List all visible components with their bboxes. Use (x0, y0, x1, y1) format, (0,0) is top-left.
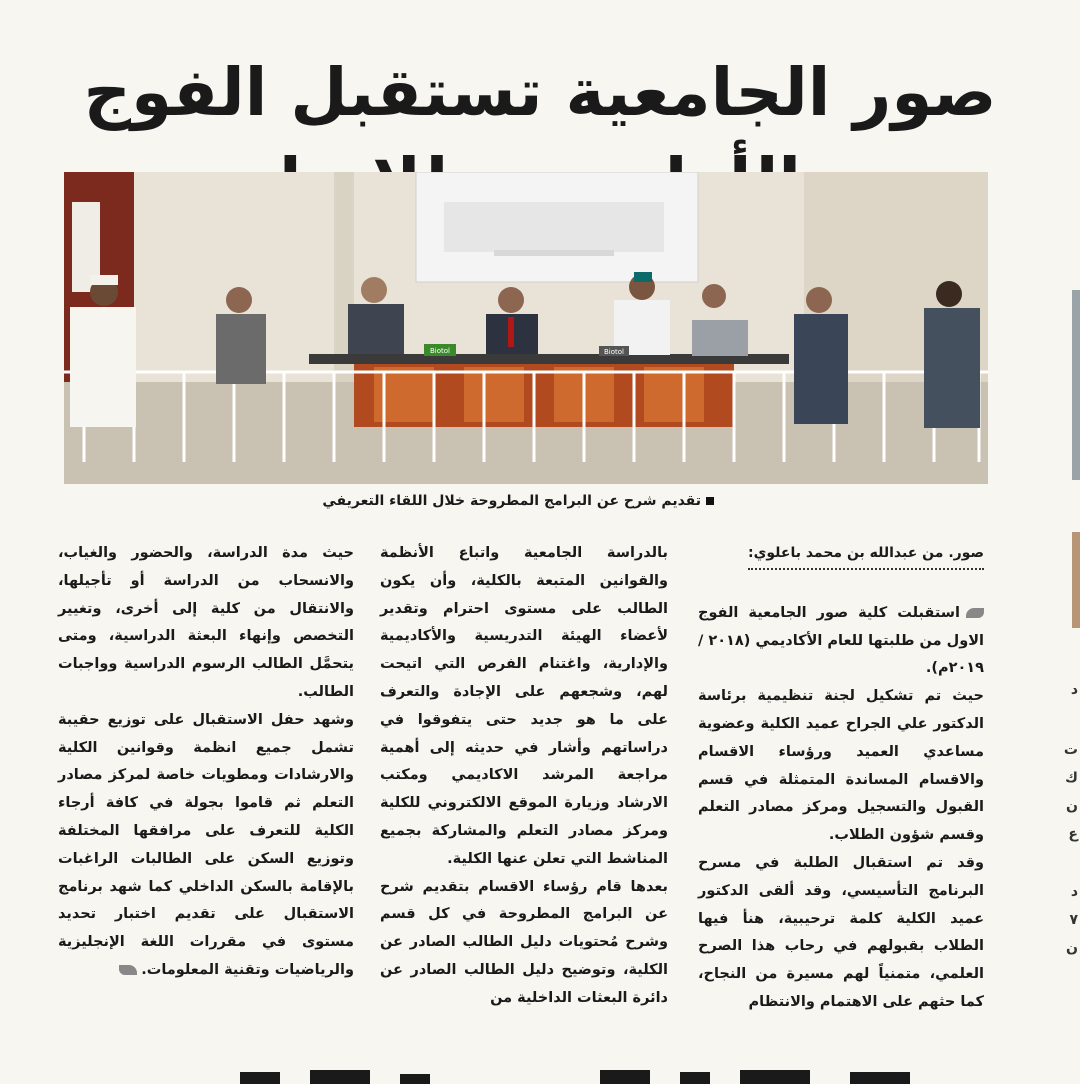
paragraph-text: وشهد حفل الاستقبال على توزيع حقيبة تشمل جميع انظمة وقوانين الكلية والارشادات ومطويات خاصة لمركز مصادر التعلم ثم قاموا بجولة في كافة أرجاء الكلية للتعرف على مرافقها المختلفة وتوزيع السكن على الطالبات الراغبات بالإقامة بالسكن الداخلي كما شهد برنامج الاستقبال على تقديم اختبار تحديد مستوى في مقررات اللغة الإنجليزية والرياضيات وتقنية المعلومات. (58, 711, 354, 978)
adjacent-text-fragment: د (1070, 682, 1078, 698)
paragraph (58, 707, 354, 985)
headline: صور الجامعية تستقبل الفوج (83, 54, 997, 131)
article-column-left (58, 540, 354, 985)
paragraph: بعدها قام رؤساء الاقسام بتقديم شرح عن البرامج المطروحة في كل قسم وشرح مُحتويات دليل الطالب الصادر عن الكلية، وتوضيح دليل الطالب الصادر عن دائرة البعثات الداخلية من (380, 878, 668, 1006)
paragraph-text: استقبلت كلية صور الجامعية الفوج الاول من طلبتها للعام الأكاديمي (٢٠١٨ /٢٠١٩م). (698, 604, 984, 677)
article-column-middle (380, 540, 668, 1013)
next-headline-fragment (0, 1064, 1080, 1084)
adjacent-text-fragment: ع (1068, 826, 1078, 842)
event-photo (64, 172, 988, 484)
lead-ornament-icon (966, 608, 984, 618)
byline: صور. من عبدالله بن محمد باعلوي: (748, 540, 984, 570)
event-photo-scene (64, 172, 988, 484)
banner-label-right: Biotol (603, 348, 625, 356)
paragraph (698, 600, 984, 683)
end-ornament-icon (119, 965, 137, 975)
photo-caption (322, 493, 714, 509)
paragraph: وقد تم استقبال الطلبة في مسرح البرنامج التأسيسي، وقد ألقى الدكتور عميد الكلية كلمة ترحيبية، هنأ فيها الطلاب بقبولهم في رحاب هذا الصرح العلمي، متمنياً لهم مسيرة من النجاح، كما حثهم على الاهتمام والانتظام (698, 854, 984, 1010)
adjacent-text-fragment: ك (1065, 770, 1078, 786)
adjacent-photo-fragment (1072, 532, 1080, 628)
paragraph: حيث مدة الدراسة، والحضور والغياب، والانسحاب من الدراسة أو تأجيلها، والانتقال من كلية إلى أخرى، وتغيير التخصص وإنهاء البعثة الدراسية، ومتى يتحمَّل الطالب الرسوم الدراسية وواجبات الطالب. (58, 545, 354, 700)
adjacent-text-fragment: ٧ (1069, 912, 1078, 928)
caption-text: تقديم شرح عن البرامج المطروحة خلال اللقاء التعريفي (322, 493, 701, 509)
paragraph: حيث تم تشكيل لجنة تنظيمية برئاسة الدكتور علي الجراح عميد الكلية وعضوية مساعدي العميد ورؤساء الاقسام والاقسام المساندة المتمثلة في قسم القبول والتسجيل ومركز مصادر التعلم وقسم شؤون الطلاب. (698, 688, 984, 844)
next-headline-shapes (0, 1064, 1080, 1084)
adjacent-text-fragment: د (1070, 884, 1078, 900)
caption-bullet-icon (706, 497, 714, 505)
adjacent-text-fragment: ن (1066, 798, 1078, 814)
adjacent-photo-fragment (1072, 290, 1080, 480)
adjacent-text-fragment: ن (1066, 940, 1078, 956)
laptop (692, 320, 748, 356)
paragraph: بالدراسة الجامعية واتباع الأنظمة والقوانين المتبعة بالكلية، وأن يكون الطالب على مستوى احترام وتقدير لأعضاء الهيئة التدريسية والأكاديمية والإدارية، واغتنام الفرص التي اتيحت لهم، وشجعهم على الإجادة والتعرف على ما هو جديد حتى يتفوقوا في دراساتهم وأشار في حديثه إلى أهمية مراجعة المرشد الاكاديمي ومكتب الارشاد وزيارة الموقع الالكتروني للكلية ومركز مصادر التعلم والمشاركة بجميع المناشط التي تعلن عنها الكلية. (380, 545, 668, 867)
adjacent-text-fragment: ت (1063, 742, 1078, 758)
banner-label-left: Biotol (429, 347, 451, 355)
article-column-right (698, 540, 984, 1017)
